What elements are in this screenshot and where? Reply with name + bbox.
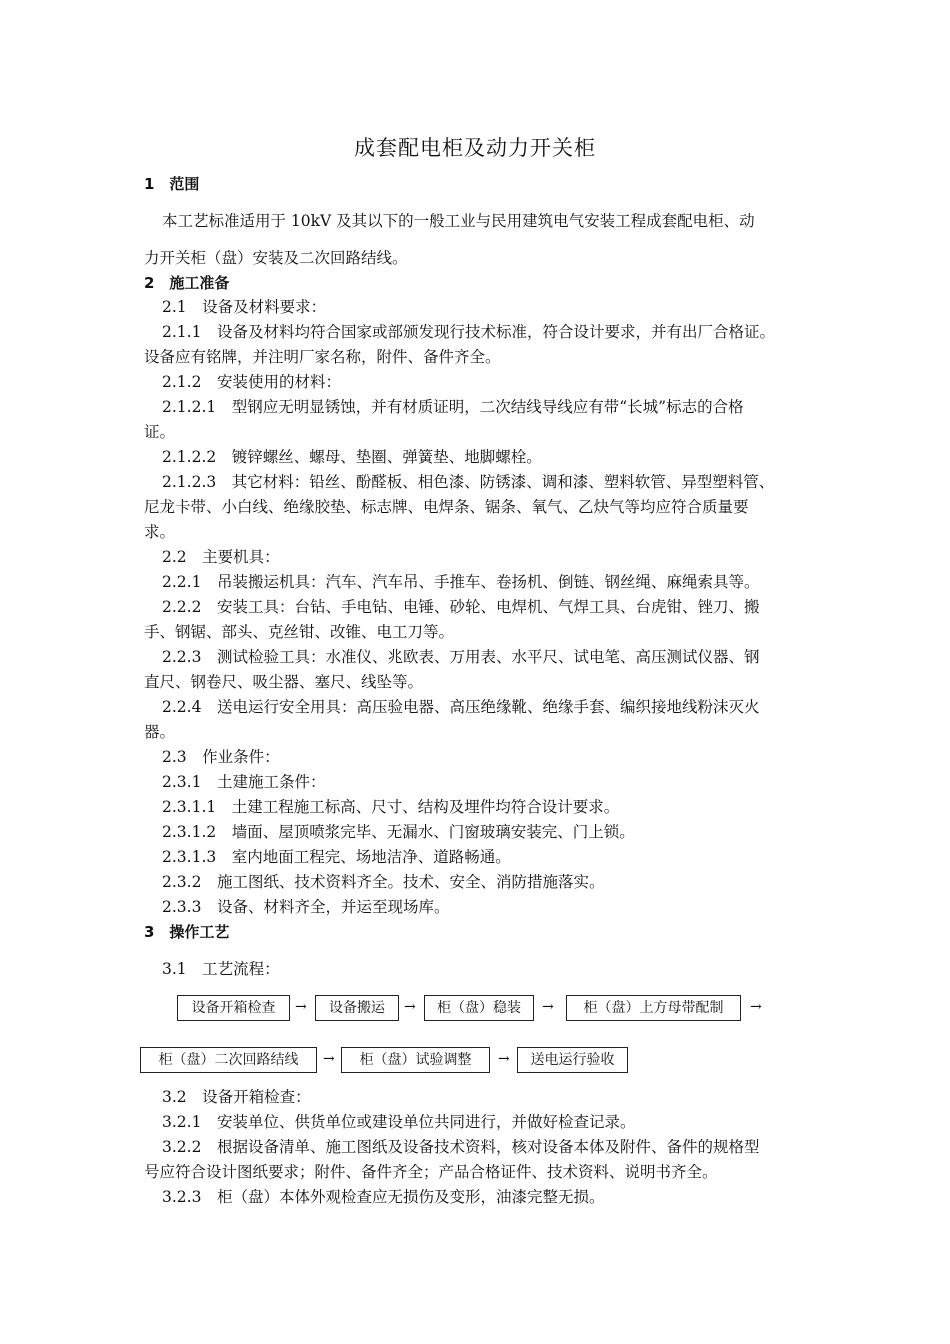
paragraph-line: 2.1.1 设备及材料均符合国家或部颁发现行技术标准，符合设计要求，并有出厂合格证。 xyxy=(162,323,775,341)
flow-step: 柜（盘）二次回路结线 xyxy=(140,1047,317,1073)
paragraph-line: 求。 xyxy=(144,523,176,541)
paragraph-line: 尼龙卡带、小白线、绝缘胶垫、标志牌、电焊条、锯条、氧气、乙炔气等均应符合质量要 xyxy=(144,498,749,516)
paragraph-line: 证。 xyxy=(144,423,176,441)
paragraph-line: 2.1.2.1 型钢应无明显锈蚀，并有材质证明，二次结线导线应有带“长城”标志的合格 xyxy=(162,398,744,416)
paragraph-line: 2.3.1.3 室内地面工程完、场地洁净、道路畅通。 xyxy=(162,848,511,866)
paragraph-line: 2.2.4 送电运行安全用具：高压验电器、高压绝缘靴、绝缘手套、编织接地线粉沫灭火 xyxy=(162,698,760,716)
paragraph-line: 手、钢锯、部头、克丝钳、改锥、电工刀等。 xyxy=(144,623,455,641)
paragraph-line: 2.3 作业条件： xyxy=(162,748,280,766)
flow-arrow: → xyxy=(750,999,762,1015)
document-title: 成套配电柜及动力开关柜 xyxy=(354,136,596,160)
paragraph-line: 设备应有铭牌，并注明厂家名称，附件、备件齐全。 xyxy=(144,348,501,366)
paragraph-line: 器。 xyxy=(144,723,176,741)
paragraph-line: 3.1 工艺流程： xyxy=(162,960,280,978)
paragraph-line: 3.2.2 根据设备清单、施工图纸及设备技术资料，核对设备本体及附件、备件的规格型 xyxy=(162,1138,760,1156)
paragraph-line: 2.1.2 安装使用的材料： xyxy=(162,373,341,391)
paragraph-line: 3.2.1 安装单位、供货单位或建设单位共同进行，并做好检查记录。 xyxy=(162,1113,636,1131)
paragraph-line: 2.3.2 施工图纸、技术资料齐全。技术、安全、消防措施落实。 xyxy=(162,873,605,891)
section-heading-scope: 1 范围 xyxy=(144,175,200,193)
flow-arrow: → xyxy=(323,1051,335,1067)
paragraph-line: 本工艺标准适用于 10kV 及其以下的一般工业与民用建筑电气安装工程成套配电柜、动 xyxy=(162,212,755,230)
flow-step: 柜（盘）稳装 xyxy=(424,995,534,1021)
flow-step: 柜（盘）上方母带配制 xyxy=(566,995,741,1021)
paragraph-line: 2.2.2 安装工具：台钻、手电钻、电锤、砂轮、电焊机、气焊工具、台虎钳、锉刀、搬 xyxy=(162,598,760,616)
flow-step: 设备开箱检查 xyxy=(177,995,290,1021)
paragraph-line: 2.3.3 设备、材料齐全，并运至现场库。 xyxy=(162,898,450,916)
paragraph-line: 2.3.1 土建施工条件： xyxy=(162,773,326,791)
section-heading-operation: 3 操作工艺 xyxy=(144,923,230,941)
flow-arrow: → xyxy=(404,999,416,1015)
flow-arrow: → xyxy=(295,999,307,1015)
paragraph-line: 号应符合设计图纸要求；附件、备件齐全；产品合格证件、技术资料、说明书齐全。 xyxy=(144,1163,718,1181)
paragraph-line: 2.3.1.2 墙面、屋顶喷浆完毕、无漏水、门窗玻璃安装完、门上锁。 xyxy=(162,823,635,841)
paragraph-line: 直尺、钢卷尺、吸尘器、塞尺、线坠等。 xyxy=(144,673,424,691)
paragraph-line: 2.2.1 吊装搬运机具：汽车、汽车吊、手推车、卷扬机、倒链、钢丝绳、麻绳索具等。 xyxy=(162,573,760,591)
flow-step: 送电运行验收 xyxy=(517,1047,628,1073)
paragraph-line: 2.1 设备及材料要求： xyxy=(162,298,327,316)
flow-step: 柜（盘）试验调整 xyxy=(341,1047,490,1073)
paragraph-line: 2.2 主要机具： xyxy=(162,548,280,566)
paragraph-line: 3.2.3 柜（盘）本体外观检查应无损伤及变形，油漆完整无损。 xyxy=(162,1188,605,1206)
paragraph-line: 2.1.2.2 镀锌螺丝、螺母、垫圈、弹簧垫、地脚螺栓。 xyxy=(162,448,542,466)
paragraph-line: 2.2.3 测试检验工具：水准仪、兆欧表、万用表、水平尺、试电笔、高压测试仪器、钢 xyxy=(162,648,760,666)
flow-arrow: → xyxy=(542,999,554,1015)
paragraph-line: 2.1.2.3 其它材料：铅丝、酚醛板、相色漆、防锈漆、调和漆、塑料软管、异型塑料管、 xyxy=(162,473,775,491)
flow-step: 设备搬运 xyxy=(315,995,399,1021)
paragraph-line: 力开关柜（盘）安装及二次回路结线。 xyxy=(144,249,408,267)
paragraph-line: 2.3.1.1 土建工程施工标高、尺寸、结构及埋件均符合设计要求。 xyxy=(162,798,620,816)
section-heading-preparation: 2 施工准备 xyxy=(144,274,230,292)
flow-arrow: → xyxy=(498,1051,510,1067)
paragraph-line: 3.2 设备开箱检查： xyxy=(162,1088,311,1106)
